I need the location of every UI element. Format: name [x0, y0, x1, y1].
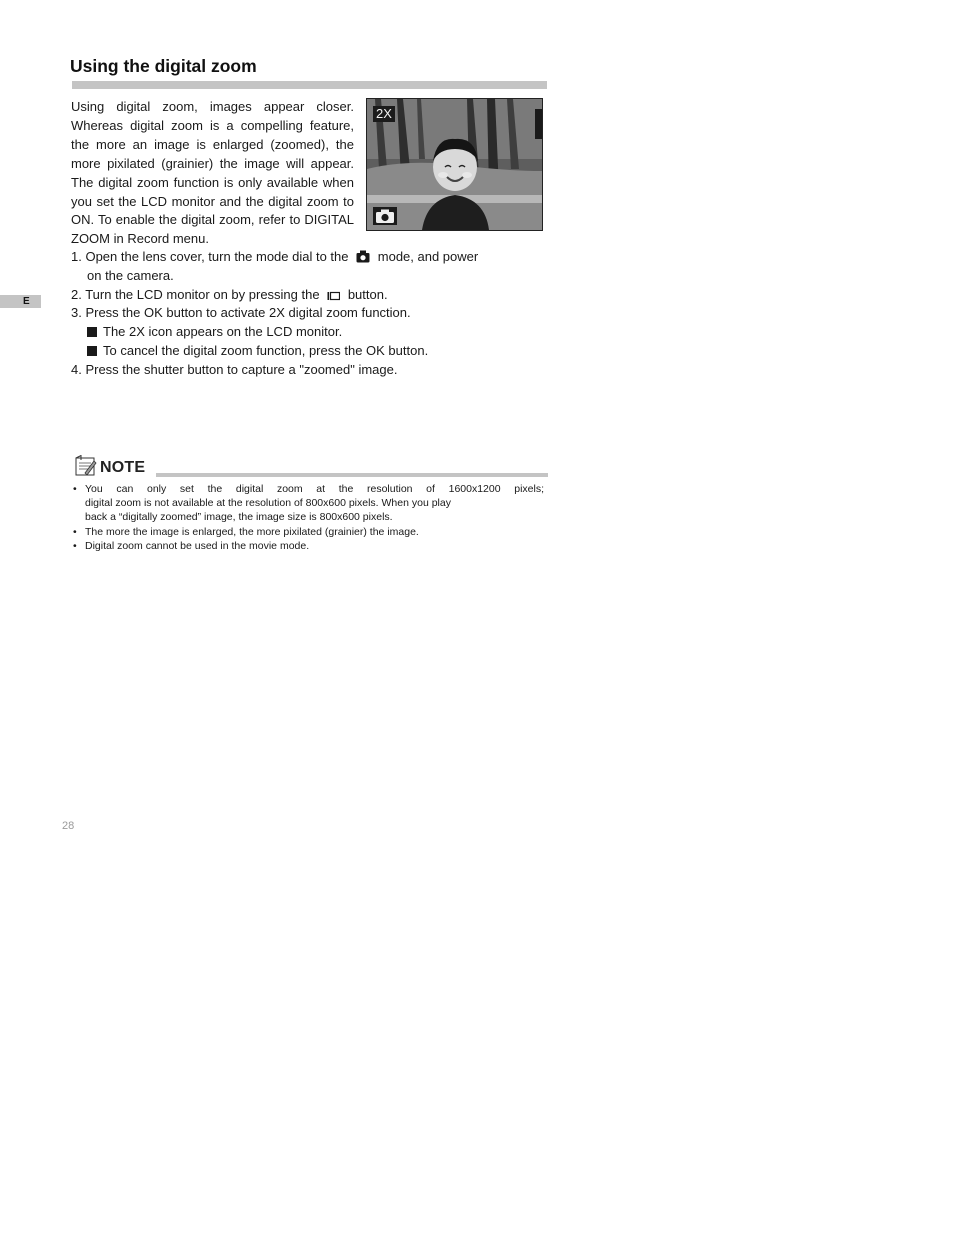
note-item-1: [71, 482, 544, 525]
side-tab-letter: E: [23, 296, 30, 307]
square-bullet-icon: [87, 327, 97, 337]
step-1-prefix: 1. Open the lens cover, turn the mode dial to the: [71, 249, 349, 264]
note-item-3: • Digital zoom cannot be used in the movie mode.: [71, 539, 544, 553]
title-rule: [72, 81, 547, 89]
bullet-text: The 2X icon appears on the LCD monitor.: [103, 324, 343, 340]
note-item-1-line-2: digital zoom is not available at the resolution of 800x600 pixels. When you play: [85, 497, 451, 510]
step-1: [71, 248, 551, 286]
page-number: 28: [62, 820, 75, 832]
intro-paragraph: Using digital zoom, images appear closer. Whereas digital zoom is a compelling feature, the more an image is enlarged (zoomed), the more pixilated (grainier) the image will appear. The digital zoom function is only available when you set the LCD monitor and the digital zoom to ON. To enable the digital zoom, refer to DIGITAL ZOOM in Record menu.: [71, 99, 354, 247]
bullet-text: To cancel the digital zoom function, press the OK button.: [103, 342, 429, 358]
square-bullet-icon: [87, 346, 97, 356]
step-2-prefix: 2. Turn the LCD monitor on by pressing the: [71, 286, 320, 302]
step-2: [71, 286, 551, 305]
step-1-continuation: on the camera.: [87, 267, 174, 283]
page-title: Using the digital zoom: [70, 56, 257, 76]
steps-list: [71, 248, 551, 380]
note-pad-icon: [73, 455, 97, 477]
note-list: [71, 482, 544, 553]
note-item-1-line-1: • You can only set the digital zoom at the resolution of 1600x1200 pixels;: [85, 483, 544, 495]
note-header: [73, 455, 548, 479]
note-rule: [156, 473, 548, 477]
step-1-suffix: mode, and power: [377, 249, 479, 264]
camera-mode-icon: [373, 207, 397, 225]
step-2-suffix: button.: [347, 286, 388, 302]
note-label: NOTE: [100, 459, 146, 476]
note-item-1-line-3: back a “digitally zoomed” image, the image size is 800x600 pixels.: [85, 511, 393, 524]
step-3: 3. Press the OK button to activate 2X digital zoom function.: [71, 305, 411, 321]
camera-icon: [356, 250, 370, 263]
note-item-2: • The more the image is enlarged, the more pixilated (grainier) the image.: [71, 525, 544, 539]
zoom-2x-badge: 2X: [373, 106, 395, 122]
language-side-tab: [0, 295, 41, 308]
step-3-bullet-2: [71, 342, 551, 361]
step-4: 4. Press the shutter button to capture a "zoomed" image.: [71, 361, 398, 377]
lcd-icon: [327, 291, 340, 301]
step-3-bullet-1: [71, 323, 551, 342]
zoom-example-photo: [366, 98, 543, 231]
